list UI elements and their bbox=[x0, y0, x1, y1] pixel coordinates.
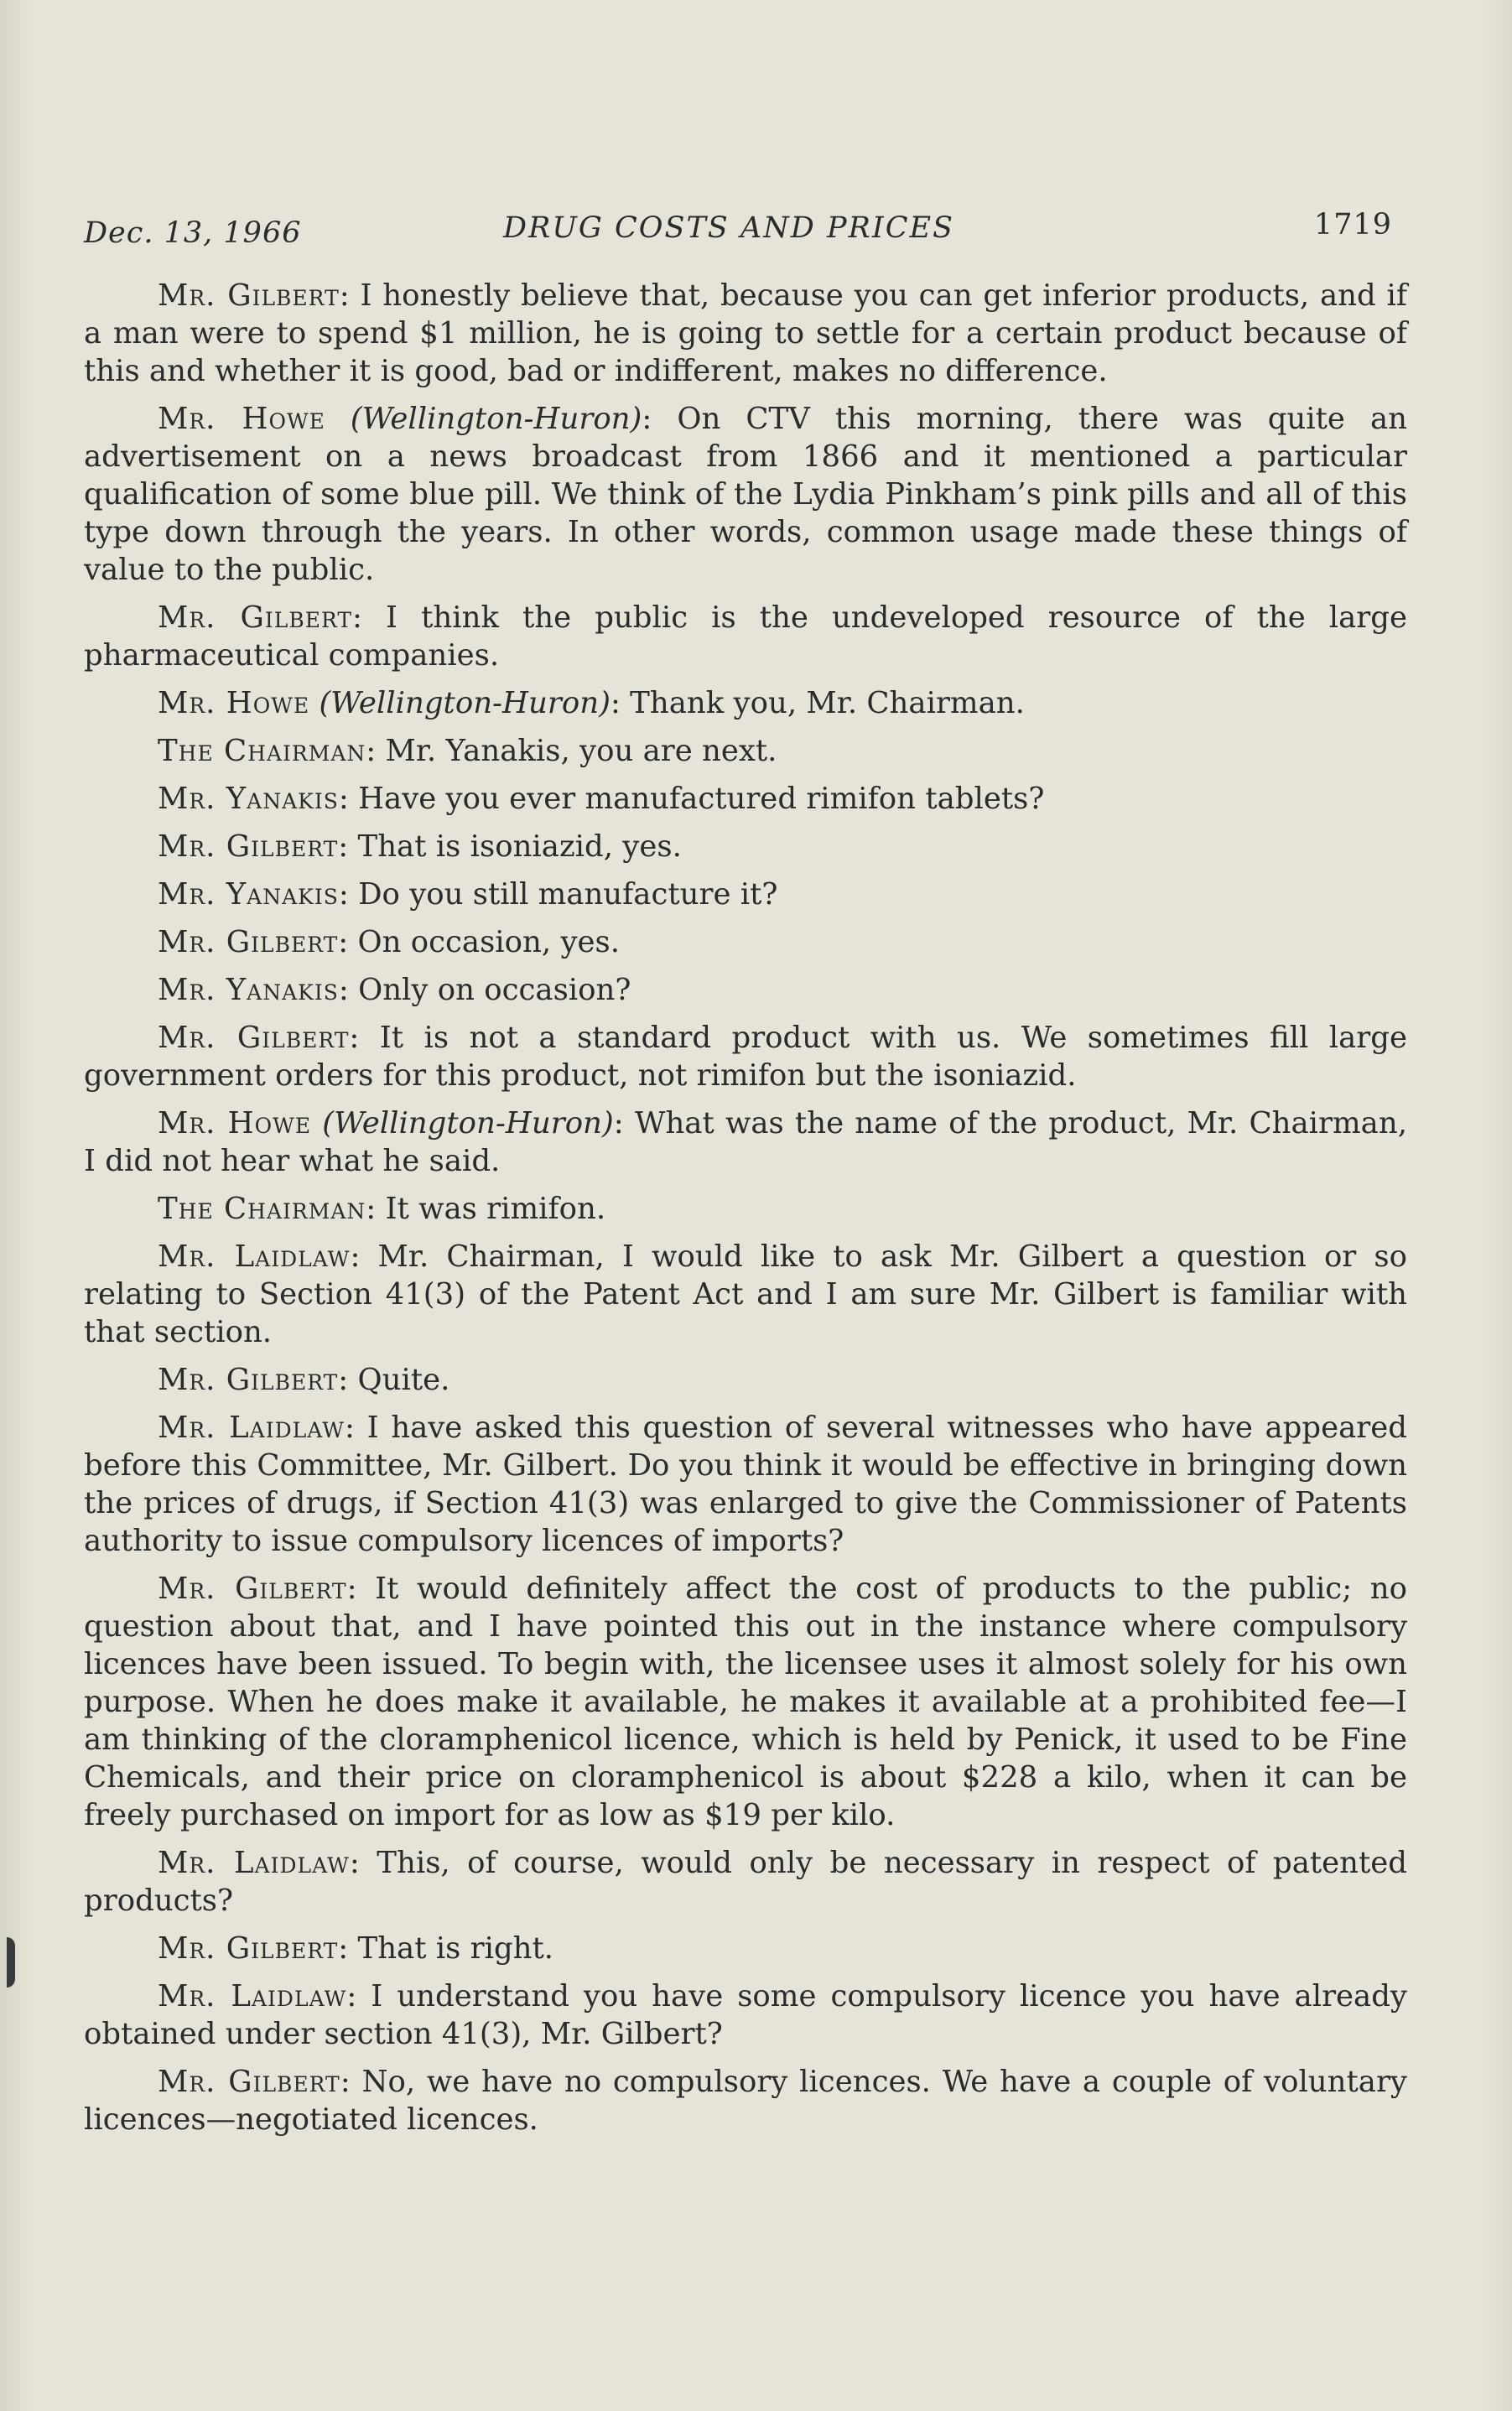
running-header bbox=[84, 208, 1392, 258]
paragraph-text: : On CTV this morning, there was quite an advertisement on a news broadcast from 1866 and it mentioned a particular qualification of some blue pill. We think of the Lydia Pinkham’s pink pills and all of this type down through the years. In other words, common usage made these things of value to the public. bbox=[84, 402, 1407, 587]
transcript-paragraph bbox=[84, 684, 1407, 722]
paragraph-text: : I honestly believe that, because you can get inferior products, and if a man were to spend $1 million, he is going to settle for a certain product because of this and whether it is good, bad or indifferent, makes no difference. bbox=[84, 278, 1407, 388]
paragraph-text: : I understand you have some compulsory licence you have already obtained under section 41(3), Mr. Gilbert? bbox=[84, 1979, 1407, 2051]
speaker-riding: (Wellington-Huron) bbox=[322, 1106, 614, 1141]
paragraph-text: : It would definitely affect the cost of products to the public; no question about that, and I have pointed this out in the instance where compulsory licences have been issued. To begin with, the licensee uses it almost solely for his own purpose. When he does make it available, he makes it available at a prohibited fee—I am thinking of the cloramphenicol licence, which is held by Penick, it used to be Fine Chemicals, and their price on cloramphenicol is about $228 a kilo, when it can be freely purchased on import for as low as $19 per kilo. bbox=[84, 1572, 1407, 1832]
speaker-name: Mr. Yanakis bbox=[158, 973, 339, 1007]
transcript-paragraph bbox=[84, 732, 1407, 770]
transcript-paragraph bbox=[84, 1361, 1407, 1399]
transcript-paragraph bbox=[84, 1844, 1407, 1920]
header-date: Dec. 13, 1966 bbox=[84, 216, 302, 250]
paragraph-text: : I have asked this question of several witnesses who have appeared before this Committee, Mr. Gilbert. Do you think it would be effective in bringing down the prices of drugs, if Section 41(3) was enlarged to give the Commissioner of Patents authority to issue compulsory licences of imports? bbox=[84, 1411, 1407, 1558]
paragraph-text: : Thank you, Mr. Chairman. bbox=[610, 686, 1025, 720]
paragraph-text: : Mr. Yanakis, you are next. bbox=[366, 734, 777, 768]
transcript-paragraph bbox=[84, 1977, 1407, 2053]
paragraph-text: : Mr. Chairman, I would like to ask Mr. Gilbert a question or so relating to Section 41(3) of the Patent Act and I am sure Mr. Gilbert is familiar with that section. bbox=[84, 1239, 1407, 1349]
paragraph-text: : No, we have no compulsory licences. We have a couple of voluntary licences—negotiated licences. bbox=[84, 2065, 1407, 2137]
speaker-name: Mr. Howe bbox=[158, 1106, 312, 1141]
paragraph-text: : I think the public is the undeveloped resource of the large pharmaceutical companies. bbox=[84, 600, 1407, 673]
speaker-name: Mr. Gilbert bbox=[158, 829, 339, 864]
paragraph-text: : This, of course, would only be necessary in respect of patented products? bbox=[84, 1846, 1407, 1918]
speaker-name: Mr. Gilbert bbox=[158, 1021, 350, 1055]
speaker-name: Mr. Laidlaw bbox=[158, 1979, 347, 2013]
speaker-name: Mr. Laidlaw bbox=[158, 1239, 351, 1274]
transcript-paragraph bbox=[84, 1019, 1407, 1094]
speaker-name: Mr. Howe bbox=[158, 686, 310, 720]
transcript-paragraph bbox=[84, 1570, 1407, 1834]
speaker-name: Mr. Yanakis bbox=[158, 782, 339, 816]
transcript-paragraph bbox=[84, 1238, 1407, 1351]
speaker-name: Mr. Howe bbox=[158, 402, 325, 436]
paragraph-text: : Have you ever manufactured rimifon tablets? bbox=[338, 782, 1045, 816]
transcript-paragraph bbox=[84, 923, 1407, 961]
transcript-paragraph bbox=[84, 599, 1407, 674]
paragraph-text: : What was the name of the product, Mr. Chairman, I did not hear what he said. bbox=[84, 1106, 1407, 1178]
page-number: 1719 bbox=[1313, 208, 1392, 242]
speaker-name: Mr. Yanakis bbox=[158, 877, 339, 912]
speaker-name: Mr. Laidlaw bbox=[158, 1846, 350, 1880]
transcript-paragraph bbox=[84, 876, 1407, 913]
paragraph-text: : That is isoniazid, yes. bbox=[338, 829, 682, 864]
transcript-paragraph bbox=[84, 1190, 1407, 1228]
speaker-riding: (Wellington-Huron) bbox=[350, 402, 642, 436]
paragraph-text: : Only on occasion? bbox=[338, 973, 631, 1007]
paragraph-text: : It is not a standard product with us. We sometimes fill large government orders for this product, not rimifon but the isoniazid. bbox=[84, 1021, 1407, 1093]
transcript-body bbox=[84, 277, 1407, 2149]
binding-mark bbox=[7, 1937, 15, 1988]
speaker-name: Mr. Gilbert bbox=[158, 600, 353, 635]
speaker-name: Mr. Laidlaw bbox=[158, 1411, 345, 1445]
paragraph-text: : Do you still manufacture it? bbox=[338, 877, 778, 912]
transcript-paragraph bbox=[84, 400, 1407, 589]
speaker-name: Mr. Gilbert bbox=[158, 1931, 339, 1966]
speaker-name: Mr. Gilbert bbox=[158, 925, 339, 959]
transcript-paragraph bbox=[84, 1930, 1407, 1967]
speaker-name: The Chairman bbox=[158, 734, 366, 768]
speaker-name: Mr. Gilbert bbox=[158, 1572, 347, 1606]
transcript-paragraph bbox=[84, 780, 1407, 818]
transcript-paragraph bbox=[84, 1409, 1407, 1560]
transcript-paragraph bbox=[84, 2063, 1407, 2138]
speaker-name: Mr. Gilbert bbox=[158, 2065, 340, 2099]
transcript-paragraph bbox=[84, 828, 1407, 865]
paragraph-text: : Quite. bbox=[338, 1363, 450, 1397]
speaker-name: The Chairman bbox=[158, 1192, 366, 1226]
paragraph-text: : That is right. bbox=[338, 1931, 554, 1966]
paragraph-text: : On occasion, yes. bbox=[338, 925, 621, 959]
transcript-paragraph bbox=[84, 277, 1407, 390]
paragraph-text: : It was rimifon. bbox=[366, 1192, 606, 1226]
header-title: DRUG COSTS AND PRICES bbox=[503, 211, 955, 245]
speaker-name: Mr. Gilbert bbox=[158, 1363, 339, 1397]
speaker-name: Mr. Gilbert bbox=[158, 278, 340, 313]
transcript-paragraph bbox=[84, 1104, 1407, 1180]
speaker-riding: (Wellington-Huron) bbox=[319, 686, 611, 720]
transcript-paragraph bbox=[84, 971, 1407, 1009]
